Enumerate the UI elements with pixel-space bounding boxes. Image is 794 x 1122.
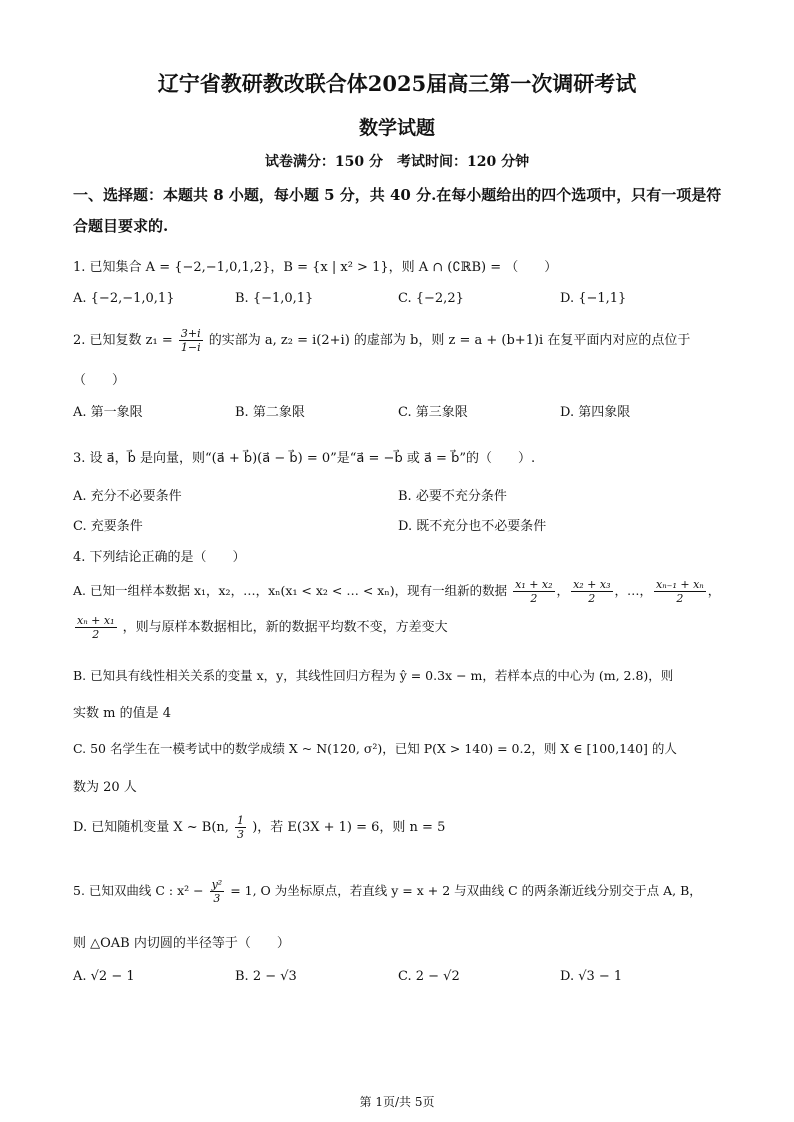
q4-option-c-tail: 数为 20 人 [73, 780, 137, 795]
q2-fraction [179, 327, 203, 354]
q4-a-tail: ，则与原样本数据相比，新的数据平均数不变，方差变大 [122, 620, 448, 635]
q4-option-a: A. 已知一组样本数据 x₁，x₂，…，xₙ(x₁ < x₂ < … < xₙ)，现有一组新的数据 $\frac{\text{x₁ + x₂}}{2}$ ， $\frac{\text{x₂ + x₃}}{2}$ ，…， $\frac{\text{xₙ₋₁ + xₙ}}{2}$ ， [73, 578, 721, 605]
q4-a-frac-4-den: 2 [92, 628, 100, 641]
q2-fraction-den: 1−i [180, 341, 201, 354]
q2-option-a: A. 第一象限 [73, 405, 143, 420]
q5-fraction [210, 878, 225, 905]
q2-stem-a: 2. 已知复数 z₁ = [73, 333, 173, 348]
q3-option-b: B. 必要不充分条件 [398, 489, 507, 504]
q4-a-text: A. 已知一组样本数据 x₁，x₂，…，xₙ(x₁ < x₂ < … < xₙ)，现有一组新的数据 [73, 583, 508, 598]
page-number: 第 1页/共 5页 [359, 1095, 435, 1109]
q1-option-c: C. {−2,2} [398, 291, 464, 306]
q4-a-frac-3 [654, 578, 706, 605]
exam-subtitle: 数学试题 [358, 117, 435, 139]
q4-option-c: C. 50 名学生在一模考试中的数学成绩 X ~ N(120, σ²)，已知 P(X > 140) = 0.2，则 X ∈ [100,140] 的人 [73, 741, 677, 756]
q4-a-frac-1 [513, 578, 554, 605]
q2-option-c: C. 第三象限 [398, 405, 468, 420]
q2-stem-c: （ ） [73, 373, 126, 388]
q3-option-c: C. 充要条件 [73, 519, 143, 534]
q4-stem: 4. 下列结论正确的是（ ） [73, 550, 246, 565]
q5-stem-c: 则 △OAB 内切圆的半径等于（ ） [73, 936, 290, 951]
q4-a-frac-2-den: 2 [588, 592, 596, 605]
q4-option-b: B. 已知具有线性相关关系的变量 x，y，其线性回归方程为 ŷ = 0.3x − m，若样本点的中心为 (m, 2.8)，则 [73, 668, 674, 683]
q4-a-frac-4 [75, 614, 117, 641]
q4-a-frac-1-den: 2 [530, 592, 538, 605]
q4-a-frac-2 [571, 578, 612, 605]
q5-option-b: B. 2 − √3 [235, 969, 297, 984]
q2-fraction-num: 3+i [180, 327, 201, 340]
q4-d-text-b: )，若 E(3X + 1) = 6，则 n = 5 [252, 820, 446, 835]
q5-option-c: C. 2 − √2 [398, 969, 460, 984]
exam-info: 试卷满分：150 分 考试时间：120 分钟 [264, 154, 530, 170]
q3-option-d: D. 既不充分也不必要条件 [398, 519, 547, 534]
q4-option-b-tail: 实数 m 的值是 4 [73, 706, 171, 721]
q1-option-b: B. {−1,0,1} [235, 291, 314, 306]
q4-d-frac-num: 1 [237, 814, 245, 827]
q3-option-a: A. 充分不必要条件 [73, 489, 182, 504]
q1-option-a: A. {−2,−1,0,1} [73, 291, 175, 306]
q4-a-frac-3-num: xₙ₋₁ + xₙ [656, 578, 704, 591]
section-heading: 一、选择题：本题共 8 小题，每小题 5 分，共 40 分.在每小题给出的四个选项中，只有一项是符合题目要求的. [73, 186, 722, 235]
q5-stem [73, 878, 702, 905]
q4-d-frac [235, 814, 246, 841]
q5-stem-b: = 1, O 为坐标原点，若直线 y = x + 2 与双曲线 C 的两条渐近线分别交于点 A, B， [230, 883, 702, 898]
q4-a-sep: ，…， [614, 583, 653, 598]
q5-stem-a: 5. 已知双曲线 C : x² − [73, 883, 204, 898]
q4-option-a-cont [73, 614, 448, 641]
q3-stem: 3. 设 a⃗，b⃗ 是向量，则“(a⃗ + b⃗)(a⃗ − b⃗) = 0”是“a⃗ = −b⃗ 或 a⃗ = b⃗”的（ ）. [73, 451, 536, 466]
exam-title: 辽宁省教研教改联合体2025届高三第一次调研考试 [157, 71, 637, 96]
q5-fraction-num: y² [211, 878, 223, 891]
q2-stem-b: 的实部为 a, z₂ = i(2+i) 的虚部为 b，则 z = a + (b+1)i 在复平面内对应的点位于 [208, 333, 691, 348]
q4-a-frac-2-num: x₂ + x₃ [573, 578, 611, 591]
q4-a-frac-3-den: 2 [676, 592, 684, 605]
q5-option-d: D. √3 − 1 [560, 969, 623, 984]
q2-stem [73, 327, 690, 354]
q2-option-b: B. 第二象限 [235, 405, 305, 420]
q4-option-d [73, 814, 445, 841]
q4-a-frac-1-num: x₁ + x₂ [515, 578, 553, 591]
q4-d-text-a: D. 已知随机变量 X ~ B(n, [73, 820, 229, 835]
q4-d-frac-den: 3 [237, 828, 245, 841]
q5-option-a: A. √2 − 1 [73, 969, 135, 984]
q5-fraction-den: 3 [213, 892, 221, 905]
q1-option-d: D. {−1,1} [560, 291, 627, 306]
q2-option-d: D. 第四象限 [560, 405, 631, 420]
q1-stem: 1. 已知集合 A = {−2,−1,0,1,2}，B = {x | x² > 1}，则 A ∩ (∁ℝB) = （ ） [73, 260, 558, 275]
q4-a-frac-4-num: xₙ + x₁ [77, 614, 115, 627]
